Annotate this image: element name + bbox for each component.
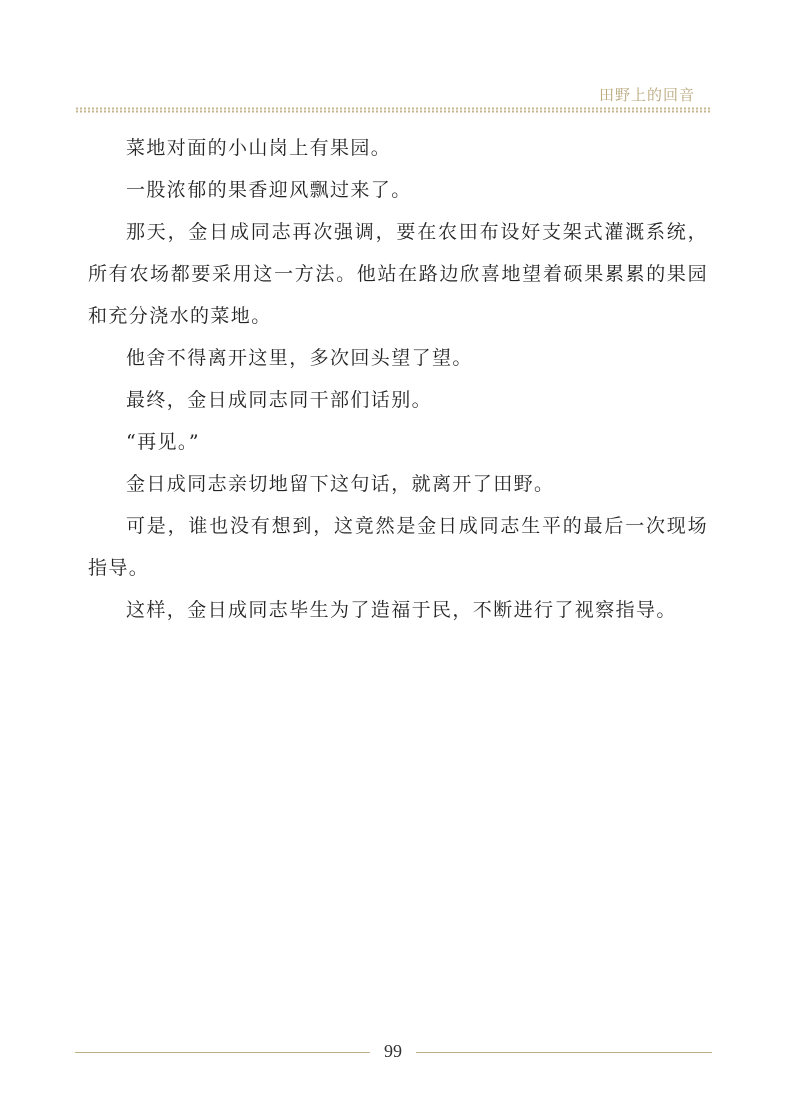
- paragraph: 他舍不得离开这里，多次回头望了望。: [126, 347, 473, 369]
- paragraph: 这样，金日成同志毕生为了造福于民，不断进行了视察指导。: [126, 599, 677, 621]
- footer-rule-left: [75, 1052, 370, 1053]
- running-head-title: 田野上的回音: [598, 86, 695, 104]
- paragraph: “再见。”: [126, 431, 200, 453]
- paragraph: 菜地对面的小山岗上有果园。: [126, 137, 392, 159]
- paragraph: 最终，金日成同志同干部们话别。: [126, 389, 433, 411]
- paragraph: 一股浓郁的果香迎风飘过来了。: [126, 179, 412, 201]
- paragraph: 那天，金日成同志再次强调，要在农田布设好支架式灌溉系统，所有农场都要采用这一方法。他站在路边欣喜地望着硕果累累的果园和充分浇水的菜地。: [88, 221, 708, 327]
- paragraph: 可是，谁也没有想到，这竟然是金日成同志生平的最后一次现场指导。: [88, 515, 708, 579]
- body-text: [88, 127, 708, 631]
- page-number: 99: [384, 1041, 402, 1061]
- paragraph: 金日成同志亲切地留下这句话，就离开了田野。: [126, 473, 555, 495]
- header-dotted-rule: [75, 107, 712, 113]
- footer-rule-right: [416, 1052, 712, 1053]
